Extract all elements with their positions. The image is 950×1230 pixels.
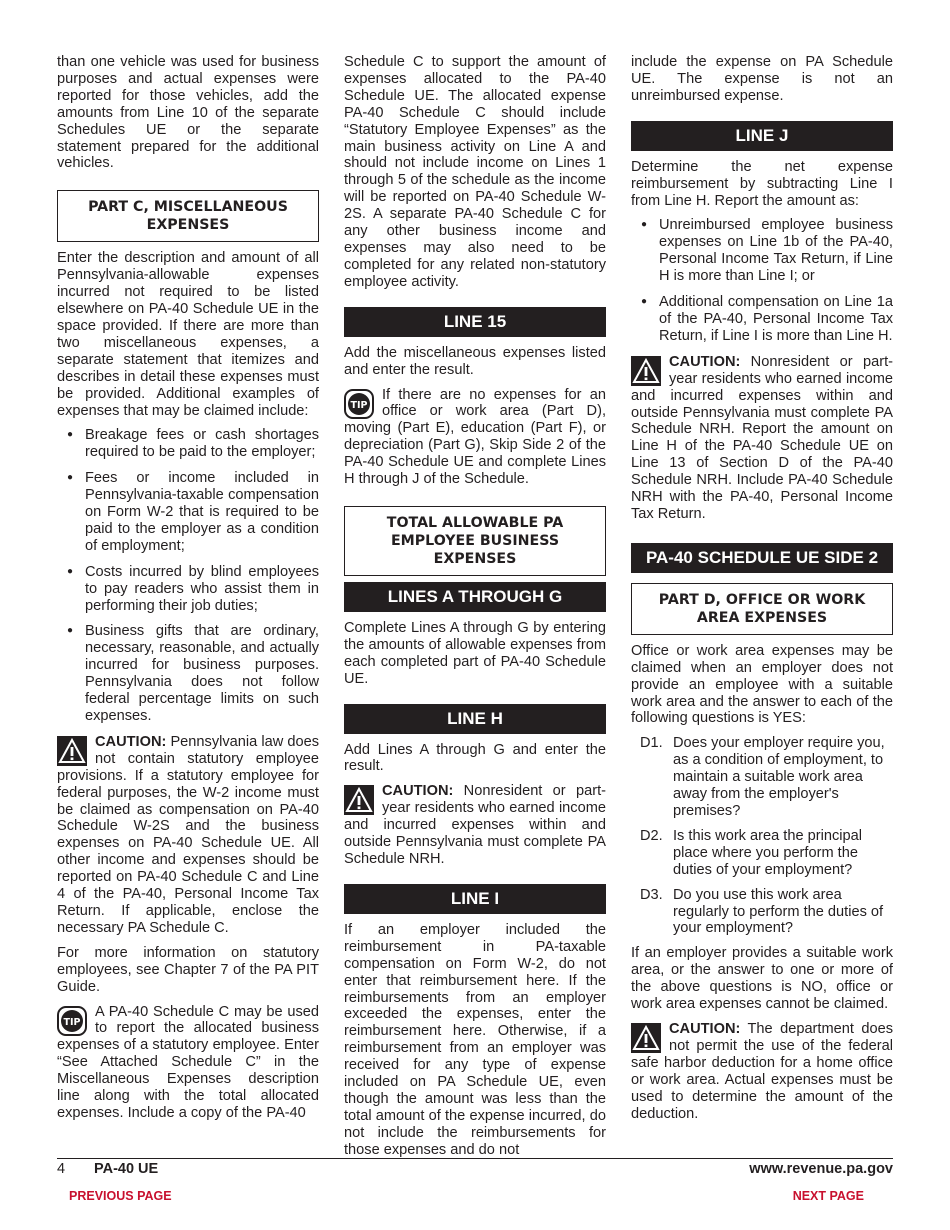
column-middle bbox=[344, 54, 606, 1167]
caution-text: The department does not permit the use of the federal safe harbor deduction for a home office or work area. Actual expenses must be used to determine the amount of the deduction. bbox=[631, 1020, 893, 1122]
report-options-list bbox=[631, 217, 893, 344]
more-info-text: For more information on statutory employees, see Chapter 7 of the PA PIT Guide. bbox=[57, 944, 319, 995]
nrh-report-caution-note bbox=[631, 354, 893, 523]
caution-label: CAUTION: bbox=[669, 353, 741, 370]
schedule-c-continuation-text: Schedule C to support the amount of expenses allocated to the PA-40 Schedule UE. The allocated expense PA-40 Schedule C should include “Statutory Employee Expenses” as the main business activity on Line A and should not include income on Lines 1 through 5 of the schedule as the income will be reported on PA-40 Schedule W-2S. A separate PA-40 Schedule C for any other business income and expenses may also need to be completed for any related non-statutory employee activity. bbox=[344, 54, 606, 290]
question-number: D3. bbox=[640, 886, 663, 903]
caution-icon bbox=[57, 736, 87, 766]
line-i-heading: LINE I bbox=[344, 884, 606, 914]
list-item bbox=[631, 828, 893, 879]
schedule-ue-side-2-heading: PA-40 SCHEDULE UE SIDE 2 bbox=[631, 543, 893, 573]
schedule-c-tip-note bbox=[57, 1004, 319, 1122]
caution-label: CAUTION: bbox=[95, 733, 167, 750]
caution-icon bbox=[344, 785, 374, 815]
lines-a-through-g-heading: LINES A THROUGH G bbox=[344, 582, 606, 612]
line-h-text: Add Lines A through G and enter the result. bbox=[344, 741, 606, 775]
caution-label: CAUTION: bbox=[382, 783, 454, 800]
caution-icon bbox=[631, 356, 661, 386]
question-text: Do you use this work area regularly to perform the duties of your employment? bbox=[673, 886, 884, 937]
caution-text: Pennsylvania law does not contain statutory employee provisions. If a statutory employee for federal purposes, the W-2 income must be claimed as compensation on PA-40 Schedule W-2S and the business expenses on PA-40 Schedule UE. All other income and expenses should be reported on PA-40 Schedule C and Line 4 of the PA-40, Personal Income Tax Return. If applicable, enclose the necessary PA Schedule C. bbox=[57, 733, 319, 936]
line-j-text: Determine the net expense reimbursement by subtracting Line I from Line H. Report the amount as: bbox=[631, 158, 893, 209]
website-url: www.revenue.pa.gov bbox=[749, 1161, 893, 1177]
caution-label: CAUTION: bbox=[669, 1020, 741, 1037]
column-left bbox=[57, 54, 319, 1130]
previous-page-link[interactable]: PREVIOUS PAGE bbox=[69, 1189, 172, 1203]
list-item: ● Additional compensation on Line 1a of the PA-40, Personal Income Tax Return, if Line I is more than Line H. bbox=[631, 294, 893, 345]
question-number: D1. bbox=[640, 735, 663, 752]
list-item bbox=[631, 887, 893, 938]
list-item: ● Business gifts that are ordinary, necessary, reasonable, and actually incurred for business purposes. Pennsylvania does not follow federal percentage limits on such expenses. bbox=[57, 623, 319, 724]
list-item: ● Unreimbursed employee business expenses on Line 1b of the PA-40, Personal Income Tax Return, if Line H is more than Line I; or bbox=[631, 217, 893, 285]
line-i-text: If an employer included the reimbursement in PA-taxable compensation on Form W-2, do not enter that reimbursement here. If the reimbursements from an employer exceeded the expenses, enter the reimbursement here. Otherwise, if a reimbursement from an employer was received for any type of expense included on PA Schedule UE, even though the amount was less than the total amount of the expense incurred, do not include the reimbursements for those expenses and do not bbox=[344, 921, 606, 1158]
question-text: Is this work area the principal place where you perform the duties of your employment? bbox=[673, 827, 862, 878]
no-answer-text: If an employer provides a suitable work area, or the answer to one or more of the above questions is NO, office or work area expenses cannot be claimed. bbox=[631, 945, 893, 1013]
safe-harbor-caution-note bbox=[631, 1021, 893, 1122]
nrh-caution-note bbox=[344, 783, 606, 868]
part-d-heading: PART D, OFFICE OR WORK AREA EXPENSES bbox=[631, 583, 893, 635]
caution-text: Nonresident or part-year residents who earned income and incurred expenses within and outside Pennsylvania must complete PA Schedule NRH. Report the amount on Line H of the PA-40 Schedule UE on Line 13 of Section D of the PA-40 Schedule NRH. Include PA-40 Schedule NRH with the PA-40, Personal Income Tax Return. bbox=[631, 353, 893, 522]
statutory-caution-note bbox=[57, 734, 319, 937]
line-15-text: Add the miscellaneous expenses listed and enter the result. bbox=[344, 344, 606, 378]
list-item bbox=[631, 735, 893, 820]
form-identifier: PA-40 UE bbox=[94, 1161, 159, 1177]
skip-side-2-tip-note bbox=[344, 387, 606, 488]
tip-icon bbox=[344, 389, 374, 419]
list-item: ● Fees or income included in Pennsylvania-taxable compensation on Form W-2 that is required to be paid to the employer as a condition of employment; bbox=[57, 470, 319, 555]
part-d-text: Office or work area expenses may be claimed when an employer does not provide an employee with a suitable work area and the answer to each of the following questions is YES: bbox=[631, 642, 893, 727]
line-15-heading: LINE 15 bbox=[344, 307, 606, 337]
line-j-heading: LINE J bbox=[631, 121, 893, 151]
part-c-heading: PART C, MISCELLANEOUS EXPENSES bbox=[57, 190, 319, 242]
list-item: ● Breakage fees or cash shortages required to be paid to the employer; bbox=[57, 427, 319, 461]
footer-divider bbox=[57, 1158, 893, 1159]
part-c-text: Enter the description and amount of all Pennsylvania-allowable expenses incurred not required to be listed elsewhere on PA-40 Schedule UE in the space provided. If there are more than two miscellaneous expenses, a separate statement that itemizes and describes in detail these expenses must be provided. Additional examples of expenses that may be claimed include: bbox=[57, 250, 319, 419]
question-number: D2. bbox=[640, 827, 663, 844]
office-questions-list bbox=[631, 735, 893, 937]
total-allowable-heading: TOTAL ALLOWABLE PA EMPLOYEE BUSINESS EXPENSES bbox=[344, 506, 606, 576]
line-i-continuation-text: include the expense on PA Schedule UE. The expense is not an unreimbursed expense. bbox=[631, 54, 893, 104]
page-number: 4 bbox=[57, 1161, 66, 1177]
vehicle-continuation-text: than one vehicle was used for business purposes and actual expenses were reported for those vehicles, add the amounts from Line 10 of the separate Schedules UE or the separate statement prepared for the additional vehicles. bbox=[57, 54, 319, 172]
tip-icon bbox=[57, 1006, 87, 1036]
list-item: ● Costs incurred by blind employees to pay readers who assist them in performing their job duties; bbox=[57, 564, 319, 615]
lines-a-through-g-text: Complete Lines A through G by entering the amounts of allowable expenses from each completed part of PA-40 Schedule UE. bbox=[344, 619, 606, 687]
expense-examples-list bbox=[57, 427, 319, 725]
tip-text: If there are no expenses for an office or work area (Part D), moving (Part E), education (Part F), or depreciation (Part G), Skip Side 2 of the PA-40 Schedule UE and complete Lines H through J of the Schedule. bbox=[344, 386, 606, 488]
line-h-heading: LINE H bbox=[344, 704, 606, 734]
tip-text: A PA-40 Schedule C may be used to report the allocated business expenses of a statutory employee. Enter “See Attached Schedule C” in the Miscellaneous Expenses description line along with the total allocated expenses. Include a copy of the PA-40 bbox=[57, 1003, 319, 1121]
caution-icon bbox=[631, 1023, 661, 1053]
next-page-link[interactable]: NEXT PAGE bbox=[792, 1189, 864, 1203]
question-text: Does your employer require you, as a condition of employment, to maintain a suitable work area away from the employer's premises? bbox=[673, 735, 885, 819]
column-right bbox=[631, 54, 893, 1130]
caution-text: Nonresident or part-year residents who earned income and incurred expenses within and outside Pennsylvania must complete PA Schedule NRH. bbox=[344, 783, 606, 867]
